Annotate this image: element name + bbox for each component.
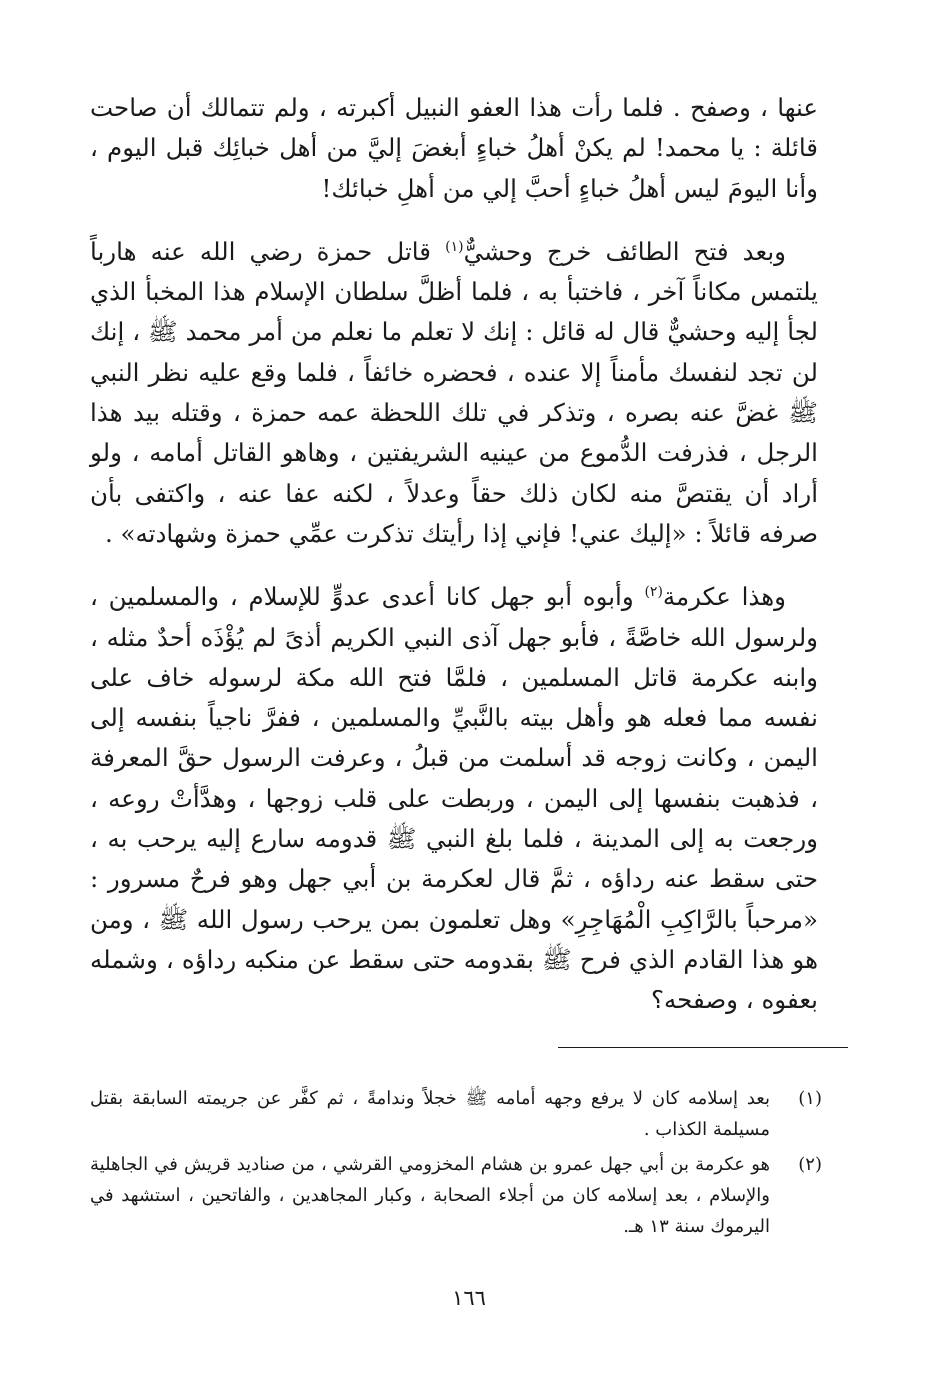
footnotes xyxy=(90,1083,822,1246)
footnote-ref-1[interactable]: (١) xyxy=(445,238,464,255)
paragraph-2-rest: قاتل حمزة رضي الله عنه هارباً يلتمس مكاناً آخر ، فاختبأ به ، فلما أظلَّ سلطان الإسلام هذا المخبأ الذي لجأ إليه وحشيٌّ قال له قائل : إنك لا تعلم ما نعلم من أمر محمد ﷺ ، إنك لن تجد لنفسك مأمناً إلا عنده ، فحضره خائفاً ، فلما وقع عليه نظر النبي ﷺ غضَّ عنه بصره ، وتذكر في تلك اللحظة عمه حمزة ، وقتله بيد هذا الرجل ، فذرفت الدُّموع من عينيه الشريفتين ، وهاهو القاتل أمامه ، ولو أراد أن يقتصَّ منه لكان ذلك حقاً وعدلاً ، لكنه عفا عنه ، واكتفى بأن صرفه قائلاً : «إليك عني! فإني إذا رأيتك تذكرت عمِّي حمزة وشهادته» . xyxy=(90,236,818,548)
paragraph-2 xyxy=(90,232,818,554)
footnote-ref-2[interactable]: (٢) xyxy=(644,584,663,601)
footnote-number: (٢) xyxy=(798,1154,822,1175)
paragraph-3 xyxy=(90,577,818,1020)
page-number: ١٦٦ xyxy=(452,1286,486,1310)
paragraph-3-start: وهذا عكرمة xyxy=(662,582,786,612)
footnote-number: (١) xyxy=(798,1088,822,1109)
footnote-text: هو عكرمة بن أبي جهل عمرو بن هشام المخزومي القرشي ، من صناديد قريش في الجاهلية والإسلام ، بعد إسلامه كان من أجلاء الصحابة ، وكبار المجاهدين ، والفاتحين ، استشهد في اليرموك سنة ١٣ هـ. xyxy=(90,1154,770,1237)
main-text xyxy=(90,88,818,1021)
footnote-1 xyxy=(90,1083,822,1145)
paragraph-3-rest: وأبوه أبو جهل كانا أعدى عدوٍّ للإسلام ، والمسلمين ، ولرسول الله خاصَّةً ، فأبو جهل آذى النبي الكريم أذىً لم يُؤْذَه أحدٌ مثله ، وابنه عكرمة قاتل المسلمين ، فلمَّا فتح الله مكة لرسوله خاف على نفسه مما فعله هو وأهل بيته بالنَّبيِّ والمسلمين ، ففرَّ ناجياً بنفسه إلى اليمن ، وكانت زوجه قد أسلمت من قبلُ ، وعرفت الرسول حقَّ المعرفة ، فذهبت بنفسها إلى اليمن ، وربطت على قلب زوجها ، وهدَّأتْ روعه ، ورجعت به إلى المدينة ، فلما بلغ النبي ﷺ قدومه سارع إليه يرحب به ، حتى سقط عنه رداؤه ، ثمَّ قال لعكرمة بن أبي جهل وهو فرحٌ مسرور : «مرحباً بالرَّاكِبِ الْمُهَاجِرِ» وهل تعلمون بمن يرحب رسول الله ﷺ ، ومن هو هذا القادم الذي فرح ﷺ بقدومه حتى سقط عن منكبه رداؤه ، وشمله بعفوه ، وصفحه؟ xyxy=(90,582,818,1015)
footnote-2 xyxy=(90,1149,822,1242)
paragraph-2-start: وبعد فتح الطائف خرج وحشيٌّ xyxy=(463,236,786,266)
footnote-separator xyxy=(558,1047,848,1048)
paragraph-1: عنها ، وصفح . فلما رأت هذا العفو النبيل أكبرته ، ولم تتمالك أن صاحت قائلة : يا محمد! لم يكنْ أهلُ خباءٍ أبغضَ إليَّ من أهل خبائِك قبل اليوم ، وأنا اليومَ ليس أهلُ خباءٍ أحبَّ إلي من أهلِ خبائك! xyxy=(90,93,818,203)
footnote-text: بعد إسلامه كان لا يرفع وجهه أمامه ﷺ خجلاً وندامةً ، ثم كفَّر عن جريمته السابقة بقتل مسيلمة الكذاب . xyxy=(90,1088,770,1140)
